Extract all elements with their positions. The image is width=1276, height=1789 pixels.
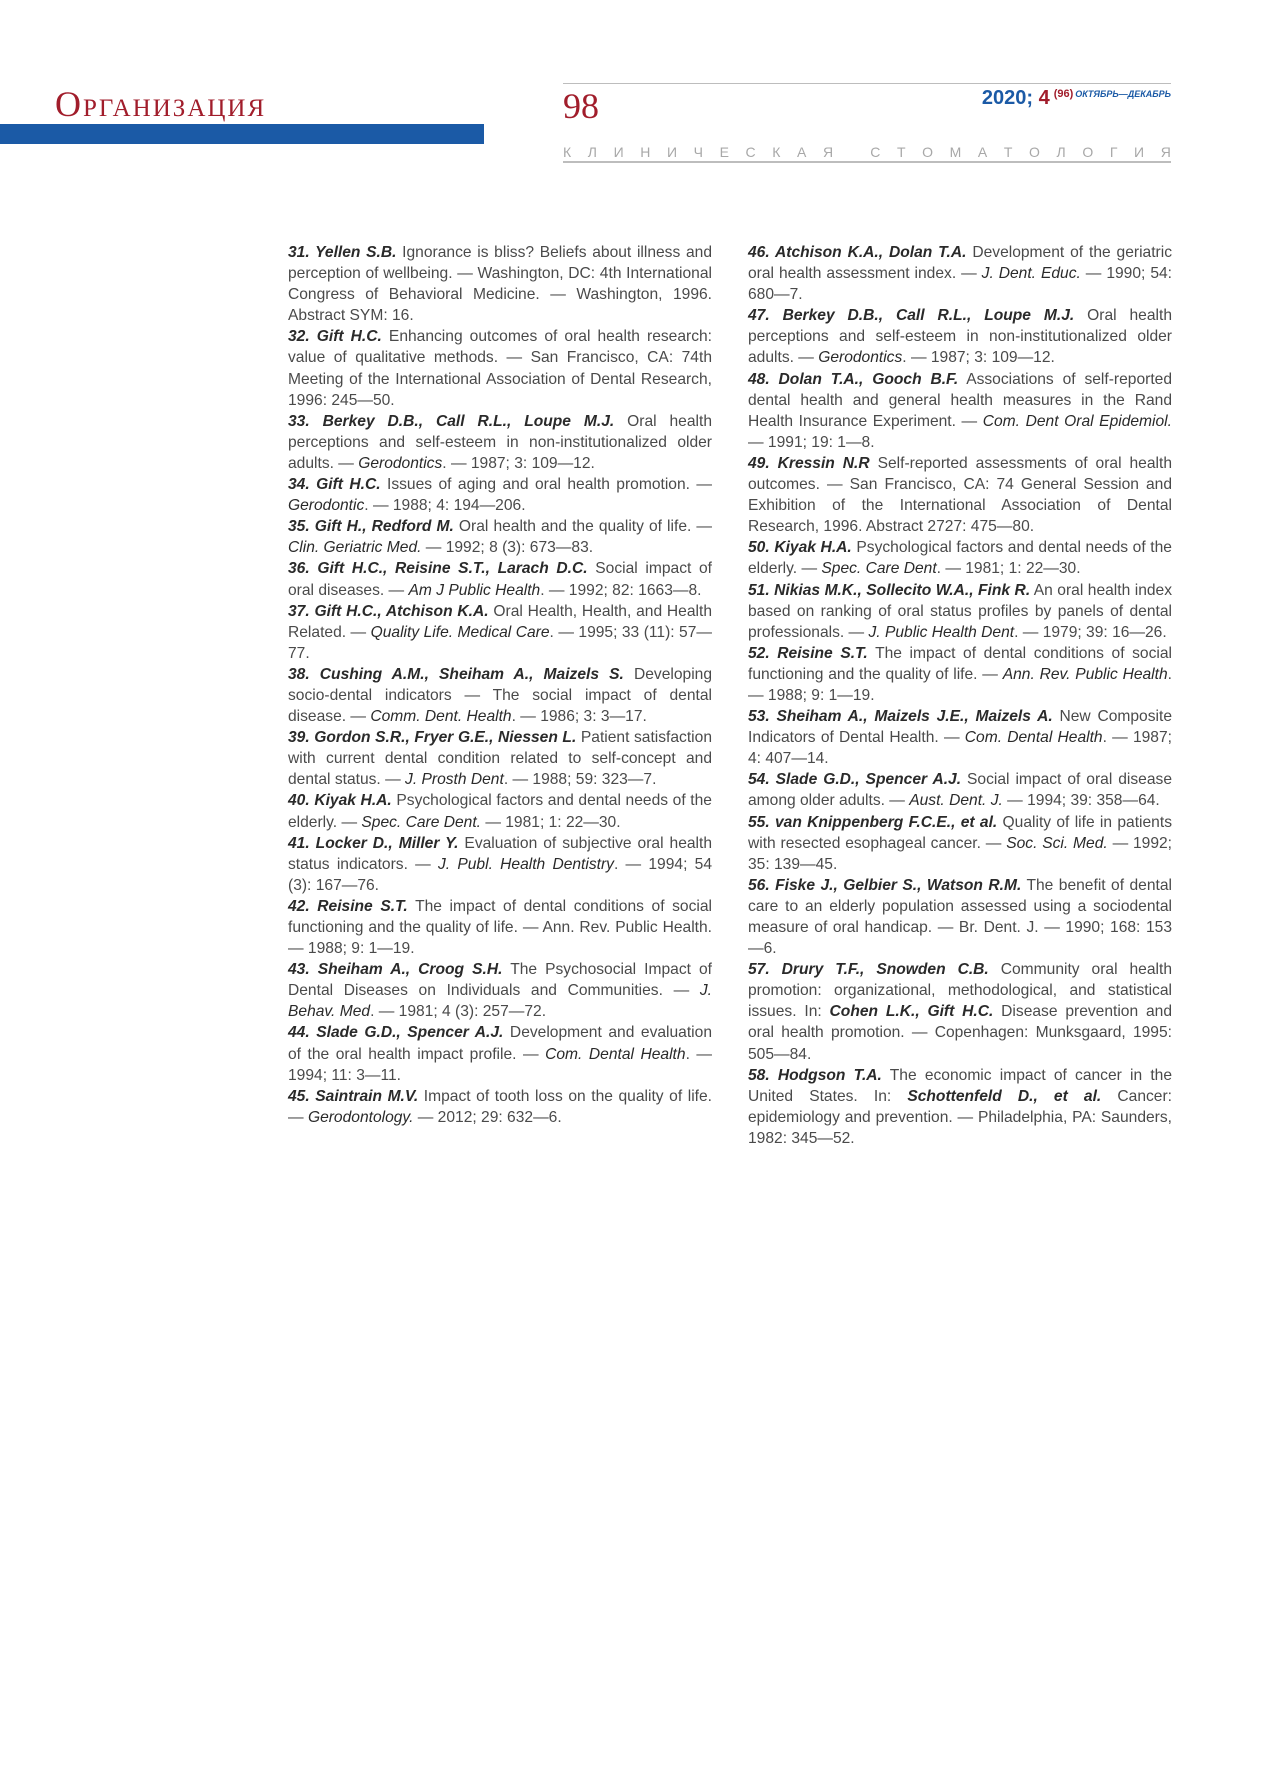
reference-item bbox=[748, 537, 1172, 579]
journal-letter: И bbox=[613, 144, 624, 160]
reference-journal: Clin. Geriatric Med. bbox=[288, 539, 422, 557]
reference-item bbox=[748, 706, 1172, 769]
reference-number: 50. bbox=[748, 539, 775, 557]
reference-item bbox=[288, 242, 712, 326]
reference-authors: Gift H.C., Atchison K.A. bbox=[314, 602, 489, 620]
reference-text: Ignorance is bliss? Beliefs about illness and perception of wellbeing. — Washington, DC: 4th International Congress of Behavioral Medicine. — Washington, 1996. Abstract SYM: 16. bbox=[288, 244, 712, 325]
references-column-left bbox=[288, 242, 712, 1128]
reference-number: 46. bbox=[748, 244, 775, 261]
header-rule-bottom bbox=[563, 161, 1171, 163]
reference-text: Quality of life in patients with resected esophageal cancer. — bbox=[748, 813, 1172, 852]
reference-journal: Com. Dent Oral Epidemiol. bbox=[982, 412, 1172, 430]
reference-journal: J. Dent. Educ. bbox=[981, 265, 1081, 283]
reference-journal: Ann. Rev. Public Health bbox=[1002, 665, 1168, 683]
reference-authors: Locker D., Miller Y. bbox=[315, 834, 459, 852]
reference-journal: Com. Dental Health bbox=[545, 1045, 686, 1063]
reference-item bbox=[288, 790, 712, 832]
reference-authors: Dolan T.A., Gooch B.F. bbox=[778, 370, 959, 388]
reference-text: The impact of dental conditions of social functioning and the quality of life. — Ann. Rev. Public Health. — 1988; 9: 1—19. bbox=[288, 897, 712, 958]
reference-text: The Psychosocial Impact of Dental Diseases on Individuals and Communities. — bbox=[288, 961, 712, 1000]
reference-item bbox=[748, 769, 1172, 811]
reference-text: The economic impact of cancer in the United States. In: bbox=[748, 1066, 1172, 1105]
reference-text: Developing socio-dental indicators — The social impact of dental disease. — bbox=[288, 665, 712, 726]
reference-authors: Atchison K.A., Dolan T.A. bbox=[774, 244, 967, 261]
reference-details: . — 1986; 3: 3—17. bbox=[511, 708, 647, 726]
reference-authors: Cushing A.M., Sheiham A., Maizels S. bbox=[319, 665, 624, 683]
reference-authors: Sheiham A., Maizels J.E., Maizels A. bbox=[776, 708, 1053, 726]
issue-months: ОКТЯБРЬ—ДЕКАБРЬ bbox=[1075, 89, 1171, 99]
journal-letter: К bbox=[772, 144, 781, 160]
journal-letter: Г bbox=[1109, 144, 1118, 160]
reference-text: Oral health perceptions and self-esteem in non-institutionalized older adults. — bbox=[288, 412, 712, 472]
journal-letter: С bbox=[745, 144, 756, 160]
reference-item bbox=[748, 1065, 1172, 1149]
journal-letter: О bbox=[1029, 144, 1040, 160]
reference-journal: J. Publ. Health Dentistry bbox=[437, 855, 614, 873]
reference-details: — 1992; 8 (3): 673—83. bbox=[421, 539, 594, 557]
reference-authors: Gift H.C. bbox=[316, 476, 381, 494]
reference-details: . — 1994; 54 (3): 167—76. bbox=[288, 855, 712, 894]
journal-letter: О bbox=[922, 144, 934, 160]
reference-number: 58. bbox=[748, 1066, 778, 1084]
reference-item bbox=[288, 474, 712, 516]
reference-number: 36. bbox=[288, 560, 318, 578]
reference-authors: Gift H.C., Reisine S.T., Larach D.C. bbox=[317, 560, 588, 578]
reference-text: Evaluation of subjective oral health status indicators. — bbox=[288, 834, 713, 873]
journal-letter: А bbox=[977, 144, 988, 160]
reference-number: 51. bbox=[748, 581, 775, 599]
reference-authors: Berkey D.B., Call R.L., Loupe M.J. bbox=[322, 412, 615, 430]
journal-letter: И bbox=[1134, 144, 1145, 160]
reference-journal: Gerodontics bbox=[818, 349, 903, 367]
reference-journal: Quality Life. Medical Care bbox=[370, 623, 550, 641]
reference-text: Cancer: epidemiology and prevention. — Philadelphia, PA: Saunders, 1982: 345—52. bbox=[748, 1087, 1172, 1147]
reference-number: 55. bbox=[748, 813, 775, 831]
reference-details: . — 1988; 9: 1—19. bbox=[748, 665, 1172, 704]
reference-journal: Spec. Care Dent bbox=[821, 560, 937, 578]
reference-details: . — 1988; 59: 323—7. bbox=[503, 771, 657, 789]
reference-number: 53. bbox=[748, 708, 777, 726]
reference-item bbox=[748, 242, 1172, 305]
reference-text: Oral health and the quality of life. — bbox=[453, 518, 712, 536]
reference-number: 56. bbox=[748, 876, 776, 894]
reference-number: 38. bbox=[288, 665, 320, 683]
reference-journal: J. Public Health Dent bbox=[868, 623, 1015, 641]
reference-number: 45. bbox=[288, 1087, 316, 1105]
reference-authors: Reisine S.T. bbox=[777, 644, 868, 662]
reference-number: 41. bbox=[288, 834, 316, 852]
reference-authors: Drury T.F., Snowden C.B. bbox=[781, 961, 989, 979]
reference-text: Associations of self-reported dental health and general health measures in the Rand Health Insurance Experiment. — bbox=[748, 370, 1172, 430]
reference-item bbox=[748, 959, 1172, 1064]
reference-text: Enhancing outcomes of oral health research: value of qualitative methods. — San Francisco, CA: 74th Meeting of the International Association of Dental Research, 1996: 245—50. bbox=[288, 328, 713, 409]
issue-number: 4 bbox=[1038, 87, 1050, 109]
reference-authors: Sheiham A., Croog S.H. bbox=[317, 961, 503, 979]
reference-number: 37. bbox=[288, 602, 315, 620]
reference-details: . — 1987; 3: 109—12. bbox=[442, 454, 595, 472]
reference-number: 54. bbox=[748, 771, 776, 789]
reference-journal: J. Behav. Med bbox=[288, 982, 712, 1021]
reference-details: — 2012; 29: 632—6. bbox=[413, 1108, 562, 1126]
reference-authors: Gift H., Redford M. bbox=[314, 518, 454, 536]
reference-authors: Saintrain M.V. bbox=[315, 1087, 419, 1105]
section-title: Организация bbox=[55, 84, 267, 124]
reference-authors: Nikias M.K., Sollecito W.A., Fink R. bbox=[774, 581, 1031, 599]
reference-number: 35. bbox=[288, 518, 315, 536]
reference-text: Issues of aging and oral health promotion. — bbox=[380, 476, 712, 494]
reference-details: — 1981; 1: 22—30. bbox=[481, 813, 621, 831]
reference-authors: van Knippenberg F.C.E., et al. bbox=[774, 813, 998, 831]
reference-item bbox=[288, 326, 712, 410]
reference-journal: Gerodontic bbox=[288, 497, 365, 515]
reference-details: . — 1988; 4: 194—206. bbox=[364, 497, 526, 515]
reference-item bbox=[288, 896, 712, 959]
reference-authors: Hodgson T.A. bbox=[777, 1066, 882, 1084]
issue-year: 2020; bbox=[981, 87, 1034, 109]
reference-text: Impact of tooth loss on the quality of life. — bbox=[288, 1087, 713, 1126]
reference-text: Oral health perceptions and self-esteem in non-institutionalized older adults. — bbox=[748, 307, 1172, 367]
issue-info bbox=[982, 86, 1171, 113]
issue-total: (96) bbox=[1053, 88, 1074, 100]
reference-authors: Reisine S.T. bbox=[317, 897, 408, 915]
reference-journal: Soc. Sci. Med. bbox=[1006, 834, 1108, 852]
reference-journal: Am J Public Health bbox=[408, 581, 541, 599]
reference-number: 33. bbox=[288, 412, 323, 430]
reference-text: Development and evaluation of the oral health impact profile. — bbox=[288, 1024, 712, 1063]
reference-details: . — 1992; 82: 1663—8. bbox=[540, 581, 702, 599]
journal-letter: Е bbox=[719, 144, 729, 160]
reference-item bbox=[288, 664, 712, 727]
reference-details: . — 1987; 4: 407—14. bbox=[748, 729, 1172, 768]
reference-item bbox=[748, 305, 1172, 368]
reference-number: 49. bbox=[748, 454, 778, 472]
journal-letter: Ч bbox=[693, 144, 703, 160]
reference-authors: Schottenfeld D., et al. bbox=[907, 1087, 1102, 1105]
reference-item bbox=[288, 959, 712, 1022]
reference-text: Social impact of oral disease among older adults. — bbox=[748, 771, 1172, 810]
reference-details: . — 1981; 1: 22—30. bbox=[936, 560, 1081, 578]
reference-authors: Berkey D.B., Call R.L., Loupe M.J. bbox=[782, 307, 1075, 325]
reference-authors: Slade G.D., Spencer A.J. bbox=[775, 771, 962, 789]
reference-item bbox=[748, 812, 1172, 875]
reference-details: — 1992; 35: 139—45. bbox=[748, 834, 1173, 873]
journal-letter: Н bbox=[640, 144, 651, 160]
reference-text: The benefit of dental care to an elderly population assessed using a sociodental measure of oral handicap. — Br. Dent. J. — 1990; 168: 153—6. bbox=[748, 876, 1172, 958]
journal-letter: М bbox=[949, 144, 962, 160]
reference-item bbox=[748, 369, 1172, 453]
reference-text: Social impact of oral diseases. — bbox=[288, 560, 712, 599]
reference-journal: Spec. Care Dent. bbox=[361, 813, 481, 831]
reference-authors: Fiske J., Gelbier S., Watson R.M. bbox=[775, 876, 1022, 894]
reference-details: . — 1987; 3: 109—12. bbox=[902, 349, 1055, 367]
journal-letter: С bbox=[870, 144, 881, 160]
reference-journal: J. Prosth Dent bbox=[405, 771, 504, 789]
reference-authors: Kiyak H.A. bbox=[774, 539, 852, 557]
reference-authors: Cohen L.K., Gift H.C. bbox=[829, 1003, 994, 1021]
reference-authors: Gordon S.R., Fryer G.E., Niessen L. bbox=[314, 729, 577, 747]
reference-number: 44. bbox=[288, 1024, 317, 1042]
reference-item bbox=[288, 411, 712, 474]
reference-details: . — 1979; 39: 16—26. bbox=[1014, 623, 1167, 641]
reference-text: Disease prevention and oral health promotion. — Copenhagen: Munksgaard, 1995: 505—84. bbox=[748, 1003, 1172, 1063]
reference-text: New Composite Indicators of Dental Health. — bbox=[748, 708, 1173, 747]
reference-number: 40. bbox=[288, 792, 315, 810]
reference-item bbox=[748, 875, 1172, 959]
journal-letter: К bbox=[563, 144, 572, 160]
reference-text: Psychological factors and dental needs of the elderly. — bbox=[288, 792, 712, 831]
journal-letter: А bbox=[797, 144, 807, 160]
reference-number: 39. bbox=[288, 729, 315, 747]
reference-number: 42. bbox=[288, 897, 318, 915]
reference-text: Development of the geriatric oral health assessment index. — bbox=[748, 244, 1173, 283]
reference-number: 31. bbox=[288, 244, 316, 261]
reference-details: — 1994; 39: 358—64. bbox=[1002, 792, 1160, 810]
page-number: 98 bbox=[563, 86, 599, 126]
reference-item bbox=[748, 643, 1172, 706]
reference-text: Patient satisfaction with current dental condition related to self-concept and dental status. — bbox=[288, 729, 712, 789]
reference-number: 34. bbox=[288, 476, 317, 494]
reference-authors: Gift H.C. bbox=[316, 328, 382, 346]
journal-letter: Т bbox=[896, 144, 906, 160]
reference-number: 47. bbox=[748, 307, 783, 325]
header-rule-top bbox=[563, 83, 1171, 84]
reference-journal: Aust. Dent. J. bbox=[909, 792, 1003, 810]
journal-letter: О bbox=[1082, 144, 1094, 160]
reference-text: An oral health index based on ranking of oral status profiles by panels of dental professionals. — bbox=[748, 581, 1173, 641]
reference-item bbox=[288, 727, 712, 790]
reference-item bbox=[288, 1086, 712, 1128]
reference-authors: Kressin N.R bbox=[777, 454, 870, 472]
header-accent-bar bbox=[0, 124, 484, 144]
reference-item bbox=[288, 601, 712, 664]
reference-authors: Yellen S.B. bbox=[315, 244, 397, 261]
reference-details: — 1991; 19: 1—8. bbox=[748, 433, 875, 451]
reference-authors: Kiyak H.A. bbox=[314, 792, 392, 810]
reference-item bbox=[288, 1022, 712, 1085]
reference-journal: Comm. Dent. Health bbox=[370, 708, 512, 726]
journal-letter bbox=[850, 144, 854, 160]
reference-details: . — 1995; 33 (11): 57—77. bbox=[288, 623, 712, 662]
reference-text: The impact of dental conditions of social functioning and the quality of life. — bbox=[748, 644, 1172, 683]
reference-authors: Slade G.D., Spencer A.J. bbox=[316, 1024, 504, 1042]
reference-item bbox=[288, 516, 712, 558]
reference-item bbox=[748, 580, 1172, 643]
journal-letter: Т bbox=[1003, 144, 1013, 160]
reference-details: . — 1994; 11: 3—11. bbox=[288, 1045, 713, 1084]
reference-item bbox=[288, 558, 712, 600]
journal-name bbox=[563, 144, 1171, 160]
reference-text: Community oral health promotion: organizational, methodological, and statistical issues. In: bbox=[748, 961, 1173, 1021]
journal-letter: Л bbox=[1056, 144, 1066, 160]
reference-text: Psychological factors and dental needs of the elderly. — bbox=[748, 539, 1172, 578]
reference-journal: Gerodontology. bbox=[307, 1108, 414, 1126]
reference-item bbox=[748, 453, 1172, 537]
reference-number: 52. bbox=[748, 644, 778, 662]
journal-letter: И bbox=[666, 144, 678, 160]
reference-journal: Com. Dental Health bbox=[964, 729, 1103, 747]
reference-item bbox=[288, 833, 712, 896]
reference-number: 57. bbox=[748, 961, 782, 979]
reference-number: 48. bbox=[748, 370, 779, 388]
journal-letter: Л bbox=[587, 144, 597, 160]
reference-details: — 1990; 54: 680—7. bbox=[748, 265, 1172, 304]
reference-text: Self-reported assessments of oral health outcomes. — San Francisco, CA: 74 General Session and Exhibition of the International Association of Dental Research, 1996. Abstract 2727: 475—80. bbox=[748, 454, 1172, 536]
reference-number: 43. bbox=[288, 961, 318, 979]
journal-letter: Я bbox=[1160, 144, 1171, 160]
journal-letter: Я bbox=[823, 144, 834, 160]
reference-journal: Gerodontics bbox=[358, 454, 443, 472]
references-column-right bbox=[748, 242, 1172, 1149]
reference-details: . — 1981; 4 (3): 257—72. bbox=[370, 1003, 547, 1021]
reference-text: Oral Health, Health, and Health Related. — bbox=[288, 602, 712, 641]
reference-number: 32. bbox=[288, 328, 317, 346]
